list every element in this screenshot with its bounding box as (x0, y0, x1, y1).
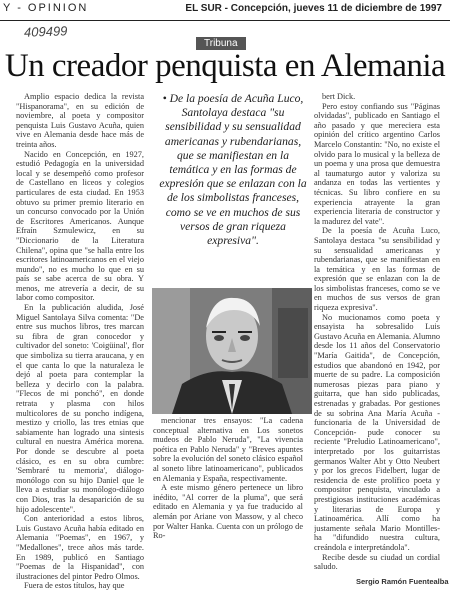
paragraph: No mucionamos como poeta y ensayista ha sobresalido Luis Gustavo Acuña en Alemania. Alumno desde los 11 años del Conservatorio "María Gaitida", de Concepción, estudios que abandonó en 1942, por muerte de su padre. La composición numerosas piezas para piano y guitarra, que han sido publicadas, estrenadas y grabadas. Por gestiones de su sobrina Ana María Acuña -funcionaria de la Universidad de Concepción- pude conocer su reciente "Preludio Latinoamericano", interpretado por los guitarristas germanos Walter Abt y Otto Neubert y por los grecos Fidelbert, lugar de residencia de este prolífico poeta y compositor penquista, vinculado a prestigiosas instituciones académicas y literarias de Europa y Latinoamérica. Allí como ha justamente señala Mario Montilles- ha "difundido nuestra cultura, creándola e interpretándola". (314, 312, 440, 552)
paragraph: Con anterioridad a estos libros, Luis Gustavo Acuña había editado en Alemania "Poemas", en 1967, y "Medallones", trece años más tarde. En 1989, publicó en Santiago "Poemas de la Hispanidad", con ilustraciones del pintor Pedro Olmos. (16, 514, 144, 581)
article-column-2 (153, 416, 303, 596)
paragraph: Recibe desde su ciudad un cordial saludo. (314, 552, 440, 572)
paragraph: Pero estoy confiando sus "Páginas olvidadas", publicado en Santiago el año pasado y que mereciera esta opinión del crítico argentino Carlos Marcelo Constantin: "No, no existe el olvido para lo musical y la belleza de un poema y una prosa que demuestra al taumaturgo autor y valoriza su andanza en todas las vertientes y técnicas. Su libro confiere en su experiencia atrayente la gran experiencia literaria de constructor y la madurez del vate". (314, 101, 440, 226)
paragraph: A este mismo género pertenece un libro inédito, "Al correr de la pluma", que será editado en Alemania y ya fue traducido al alemán por Ariane von Massow, y al checo por Walter Hanka. Cuenta con un prólogo de Ro- (153, 483, 303, 541)
article-title: Un creador penquista en Alemania (4, 48, 446, 84)
paragraph: Fuera de estos títulos, hay que (24, 581, 125, 591)
paragraph: mencionar tres ensayos: "La cadena conceptual alternativa en Los sonetos mudeos de Pablo Neruda", "La vivencia poética en Pablo Neruda" y "Breves apuntes sobre la evolución del soneto clásico español al soneto libre latinoamericano", publicados en Alemania y España, respectivamente. (153, 416, 303, 483)
paragraph: Amplio espacio dedica la revista "Hispanorama", en su edición de noviembre, al poeta y compositor penquista Luis Gustavo Acuña, quien vive en Alemania desde hace más de treinta años. (16, 92, 144, 149)
portrait-image (152, 288, 312, 414)
newspaper-header (0, 0, 450, 21)
paragraph: En la publicación aludida, José Miguel Santolaya Silva comenta: "De entre sus muchos libros, tres marcan su fibra de gran conocedor y cultivador del soneto: 'Coigüinal', flor que simboliza su tierra araucana, y en el que canta lo que la naturaleza le dejó al poeta para contemplar la belleza y decirlo con la palabra. "Flecos de mi ponchó", en donde retrata y plasma con hilos multicolores de su poncho indígena, mestizo y criollo, las tres etnias que sabiamente han logrado una sintesis cultural en nuestra América morena. Por donde se descubre al poeta clásico, es en su obra cumbre: 'Sembraré tu memoria', diálogo-monólogo con su hijo Daniel que le lleva a estudiar su monólogo-diálogo con Dios, tras la desaparición de su hijo adolescente". (16, 303, 144, 514)
paragraph: Nacido en Concepción, en 1927, estudió Pedagogía en la universidad local y se desempeñó como profesor de Castellano en liceos y colegios particulares de esta ciudad. En 1953 obtuvo su primer premio literario en un concurso convocado por la Unión de Escritores Americanos. Aunque Efraín Szmulewicz, en su "Diccionario de la Literatura Chilena", opina que "se halla entre los escritores latinoamericanos en el viejo mundo", no es mucho lo que en su país se sabe acerca de su obra. Y menos, me atrevería a decir, de su labor como compositor. (16, 149, 144, 303)
paragraph: bert Dick. (322, 92, 356, 101)
handwritten-number: 409499 (23, 23, 68, 40)
paper-date: EL SUR - Concepción, jueves 11 de diciembre de 1997 (185, 3, 442, 14)
author-byline: Sergio Ramón Fuentealba (356, 577, 449, 586)
kicker-label: Tribuna (196, 37, 246, 50)
article-column-1 (16, 92, 144, 592)
section-label: Y - OPINION (3, 2, 89, 14)
article-column-3 (314, 92, 440, 572)
author-photo (152, 288, 312, 414)
pull-quote: • De la poesía de Acuña Luco, Santolaya destaca "su sensibilidad y su sensualidad americanas y rubendarianas, que se manifiestan en la temática y en las formas de expresión que se enlazan con la de los simbolistas franceses, como se ve en muchos de sus versos de gran riqueza expresiva". (159, 92, 307, 248)
paragraph: De la poesía de Acuña Luco, Santolaya destaca "su sensibilidad y su sensualidad americanas y rubendarianas, que se manifiestan en la temática y en las formas de expresión que se enlazan con la de los simbolistas franceses, como se ve en muchos de sus versos de gran riqueza expresiva". (314, 226, 440, 313)
